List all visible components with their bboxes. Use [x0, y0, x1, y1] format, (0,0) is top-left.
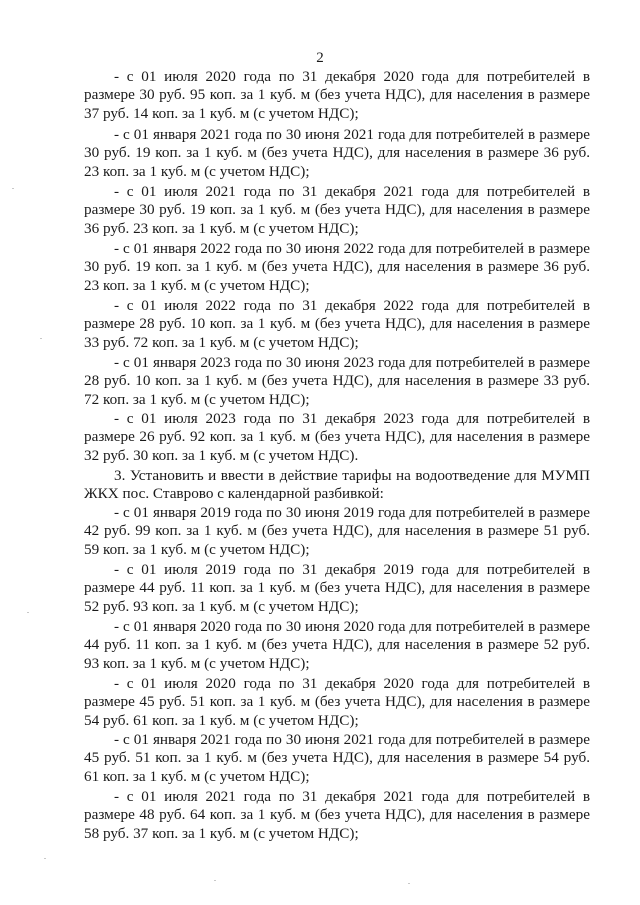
scan-speck — [214, 880, 216, 881]
tariff-entry: - с 01 января 2022 года по 30 июня 2022 года для потребителей в размере 30 руб. 19 коп. за 1 куб. м (без учета НДС), для населения в размере 36 руб. 23 коп. за 1 куб. м (с учетом НДС); — [84, 240, 590, 294]
scan-speck — [27, 612, 29, 613]
tariff-entry: - с 01 июля 2020 года по 31 декабря 2020 года для потребителей в размере 30 руб. 95 коп. за 1 куб. м (без учета НДС), для населения в размере 37 руб. 14 коп. за 1 куб. м (с учетом НДС); — [84, 68, 590, 122]
tariff-entry: - с 01 июля 2019 года по 31 декабря 2019 года для потребителей в размере 44 руб. 11 коп. за 1 куб. м (без учета НДС), для населения в размере 52 руб. 93 коп. за 1 куб. м (с учетом НДС); — [84, 561, 590, 615]
scan-speck — [44, 858, 46, 859]
tariff-entry: - с 01 января 2021 года по 30 июня 2021 года для потребителей в размере 45 руб. 51 коп. за 1 куб. м (без учета НДС), для населения в размере 54 руб. 61 коп. за 1 куб. м (с учетом НДС); — [84, 731, 590, 785]
section-heading: 3. Установить и ввести в действие тарифы на водоотведение для МУМП ЖКХ пос. Ставрово с календарной разбивкой: — [84, 467, 590, 503]
tariff-entry: - с 01 июля 2021 года по 31 декабря 2021 года для потребителей в размере 30 руб. 19 коп. за 1 куб. м (без учета НДС), для населения в размере 36 руб. 23 коп. за 1 куб. м (с учетом НДС); — [84, 183, 590, 237]
tariff-entry: - с 01 июля 2023 года по 31 декабря 2023 года для потребителей в размере 26 руб. 92 коп. за 1 куб. м (без учета НДС), для населения в размере 32 руб. 30 коп. за 1 куб. м (с учетом НДС). — [84, 410, 590, 464]
tariff-entry: - с 01 июля 2020 года по 31 декабря 2020 года для потребителей в размере 45 руб. 51 коп. за 1 куб. м (без учета НДС), для населения в размере 54 руб. 61 коп. за 1 куб. м (с учетом НДС); — [84, 675, 590, 729]
page-number: 2 — [316, 50, 324, 66]
scan-speck — [12, 188, 14, 189]
tariff-entry: - с 01 июля 2022 года по 31 декабря 2022 года для потребителей в размере 28 руб. 10 коп. за 1 куб. м (без учета НДС), для населения в размере 33 руб. 72 коп. за 1 куб. м (с учетом НДС); — [84, 297, 590, 351]
tariff-entry: - с 01 января 2023 года по 30 июня 2023 года для потребителей в размере 28 руб. 10 коп. за 1 куб. м (без учета НДС), для населения в размере 33 руб. 72 коп. за 1 куб. м (с учетом НДС); — [84, 354, 590, 408]
tariff-entry: - с 01 июля 2021 года по 31 декабря 2021 года для потребителей в размере 48 руб. 64 коп. за 1 куб. м (без учета НДС), для населения в размере 58 руб. 37 коп. за 1 куб. м (с учетом НДС); — [84, 788, 590, 842]
scan-speck — [40, 338, 42, 339]
tariff-entry: - с 01 января 2020 года по 30 июня 2020 года для потребителей в размере 44 руб. 11 коп. за 1 куб. м (без учета НДС), для населения в размере 52 руб. 93 коп. за 1 куб. м (с учетом НДС); — [84, 618, 590, 672]
tariff-entry: - с 01 января 2021 года по 30 июня 2021 года для потребителей в размере 30 руб. 19 коп. за 1 куб. м (без учета НДС), для населения в размере 36 руб. 23 коп. за 1 куб. м (с учетом НДС); — [84, 126, 590, 180]
scan-speck — [408, 883, 410, 884]
tariff-entry: - с 01 января 2019 года по 30 июня 2019 года для потребителей в размере 42 руб. 99 коп. за 1 куб. м (без учета НДС), для населения в размере 51 руб. 59 коп. за 1 куб. м (с учетом НДС); — [84, 504, 590, 558]
